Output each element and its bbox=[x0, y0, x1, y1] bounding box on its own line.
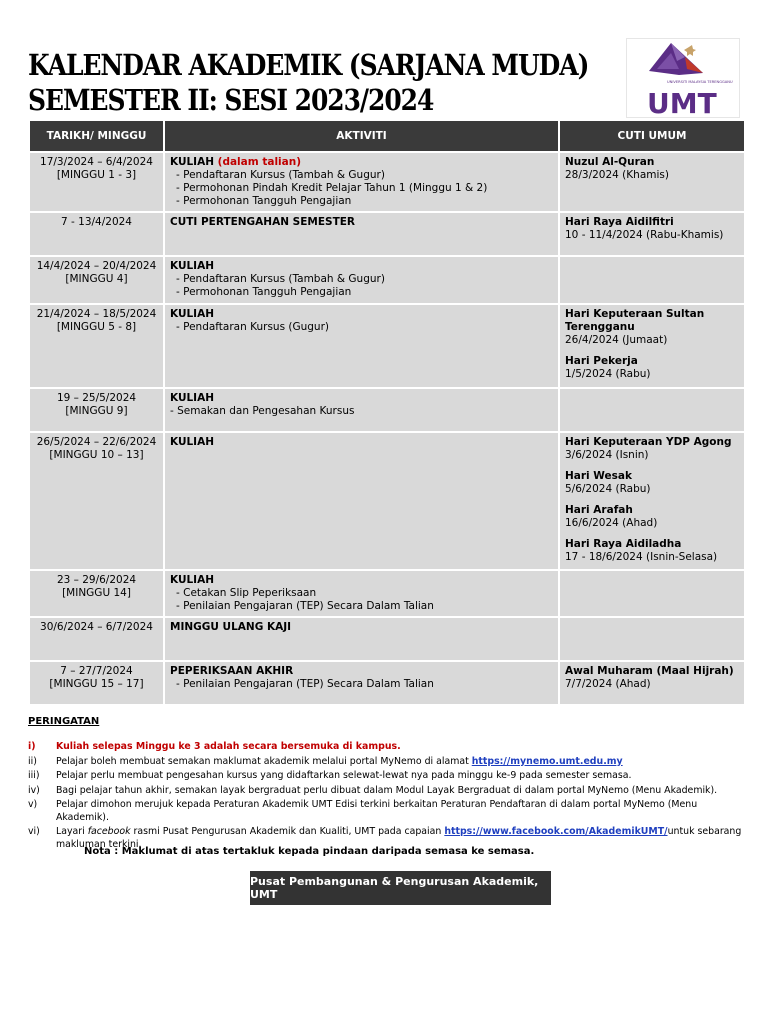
row-holiday-cell bbox=[559, 212, 745, 256]
row-date: 21/4/2024 – 18/5/2024 bbox=[36, 308, 157, 320]
row-activity-cell bbox=[164, 212, 559, 256]
note-number: ii) bbox=[28, 755, 37, 767]
holiday-name: Hari Raya Aidiladha bbox=[565, 538, 682, 550]
umt-logo bbox=[626, 38, 740, 118]
facebook-link[interactable]: https://www.facebook.com/AkademikUMT/ bbox=[444, 826, 668, 837]
activity-title: KULIAH bbox=[170, 392, 214, 404]
row-date: 19 – 25/5/2024 bbox=[56, 392, 137, 404]
row-date-cell bbox=[29, 212, 164, 256]
holiday-date: 1/5/2024 (Rabu) bbox=[565, 368, 651, 380]
holiday-name: Hari Pekerja bbox=[565, 355, 638, 367]
col-header-date: TARIKH/ MINGGU bbox=[29, 120, 164, 152]
row-holiday-cell bbox=[559, 256, 745, 304]
holiday-date: 10 - 11/4/2024 (Rabu-Khamis) bbox=[565, 229, 724, 241]
page-title: KALENDAR AKADEMIK (SARJANA MUDA) bbox=[28, 48, 589, 82]
row-date: 17/3/2024 – 6/4/2024 bbox=[40, 156, 153, 168]
notes-heading: PERINGATAN bbox=[28, 716, 100, 727]
row-holiday-cell bbox=[559, 152, 745, 212]
row-date-cell bbox=[29, 432, 164, 570]
note-number: iii) bbox=[28, 770, 40, 781]
row-activity-cell bbox=[164, 304, 559, 388]
row-holiday-cell bbox=[559, 304, 745, 388]
table-row bbox=[29, 212, 745, 256]
holiday-date: 5/6/2024 (Rabu) bbox=[565, 483, 651, 495]
activity-item: - Permohonan Pindah Kredit Pelajar Tahun 1 (Minggu 1 & 2) bbox=[176, 182, 488, 194]
col-header-activity: AKTIVITI bbox=[164, 120, 559, 152]
holiday-name: Hari Keputeraan YDP Agong bbox=[565, 436, 732, 448]
holiday-date: 26/4/2024 (Jumaat) bbox=[565, 334, 668, 346]
row-date: 23 – 29/6/2024 bbox=[56, 574, 137, 586]
table-row bbox=[29, 388, 745, 432]
note-item bbox=[28, 756, 744, 769]
table-row bbox=[29, 432, 745, 570]
row-week: [MINGGU 15 – 17] bbox=[49, 678, 144, 690]
note-text-italic: facebook bbox=[87, 826, 131, 837]
umt-logo-icon bbox=[627, 39, 741, 119]
row-activity-cell bbox=[164, 661, 559, 705]
table-row bbox=[29, 661, 745, 705]
row-activity-cell bbox=[164, 256, 559, 304]
holiday-date: 3/6/2024 (Isnin) bbox=[565, 449, 649, 461]
note-item bbox=[28, 799, 744, 824]
mynemo-link[interactable]: https://mynemo.umt.edu.my bbox=[471, 755, 623, 767]
table-row bbox=[29, 304, 745, 388]
page-subtitle: SEMESTER II: SESI 2023/2024 bbox=[28, 83, 434, 117]
note-text: Layari bbox=[56, 826, 88, 837]
activity-item: - Cetakan Slip Peperiksaan bbox=[176, 587, 317, 599]
note-text: Bagi pelajar tahun akhir, semakan layak bergraduat perlu dibuat dalam Modul Layak Bergraduat di dalam portal MyNemo (Menu Akademik). bbox=[56, 784, 718, 796]
row-date: 7 - 13/4/2024 bbox=[61, 216, 132, 228]
note-text: rasmi Pusat Pengurusan Akademik dan Kualiti, UMT pada capaian bbox=[130, 826, 445, 837]
note-item bbox=[28, 770, 744, 783]
row-date: 7 – 27/7/2024 bbox=[60, 665, 133, 677]
row-holiday-cell bbox=[559, 570, 745, 617]
row-activity-cell bbox=[164, 152, 559, 212]
activity-title: KULIAH bbox=[170, 260, 214, 272]
row-holiday-cell bbox=[559, 661, 745, 705]
activity-title: KULIAH bbox=[170, 574, 214, 586]
holiday-name: Hari Wesak bbox=[565, 470, 632, 482]
row-date-cell bbox=[29, 256, 164, 304]
note-number: i) bbox=[28, 741, 36, 752]
nota-text: Nota : Maklumat di atas tertakluk kepada pindaan daripada semasa ke semasa. bbox=[84, 846, 535, 857]
calendar-table bbox=[28, 119, 746, 706]
row-activity-cell bbox=[164, 388, 559, 432]
note-text: Kuliah selepas Minggu ke 3 adalah secara bersemuka di kampus. bbox=[56, 741, 401, 752]
row-date-cell bbox=[29, 661, 164, 705]
activity-item: - Permohonan Tangguh Pengajian bbox=[176, 195, 352, 207]
notes-section bbox=[28, 716, 744, 851]
row-holiday-cell bbox=[559, 388, 745, 432]
activity-item: - Permohonan Tangguh Pengajian bbox=[176, 286, 352, 298]
logo-university-text: UNIVERSITI MALAYSIA TERENGGANU bbox=[667, 80, 733, 84]
holiday-date: 16/6/2024 (Ahad) bbox=[565, 517, 658, 529]
activity-item: - Pendaftaran Kursus (Gugur) bbox=[176, 321, 329, 333]
holiday-name: Nuzul Al-Quran bbox=[565, 156, 655, 168]
row-date-cell bbox=[29, 304, 164, 388]
row-week: [MINGGU 5 - 8] bbox=[56, 321, 137, 333]
row-holiday-cell bbox=[559, 617, 745, 661]
holiday-name: Awal Muharam (Maal Hijrah) bbox=[565, 665, 734, 677]
row-week: [MINGGU 14] bbox=[62, 587, 131, 599]
note-number: v) bbox=[28, 799, 38, 810]
note-text: Pelajar boleh membuat semakan maklumat akademik melalui portal MyNemo di alamat bbox=[56, 755, 472, 767]
row-date-cell bbox=[29, 388, 164, 432]
row-date: 26/5/2024 – 22/6/2024 bbox=[36, 436, 157, 448]
row-date-cell bbox=[29, 617, 164, 661]
holiday-date: 7/7/2024 (Ahad) bbox=[565, 678, 651, 690]
activity-title: MINGGU ULANG KAJI bbox=[170, 621, 292, 633]
activity-title: KULIAH bbox=[170, 308, 214, 320]
row-date-cell bbox=[29, 570, 164, 617]
holiday-date: 28/3/2024 (Khamis) bbox=[565, 169, 669, 181]
row-date: 30/6/2024 – 6/7/2024 bbox=[40, 621, 153, 633]
row-week: [MINGGU 1 - 3] bbox=[56, 169, 137, 181]
activity-title: PEPERIKSAAN AKHIR bbox=[170, 665, 294, 677]
row-holiday-cell bbox=[559, 432, 745, 570]
row-date: 14/4/2024 – 20/4/2024 bbox=[36, 260, 157, 272]
note-text: Pelajar dimohon merujuk kepada Peraturan Akademik UMT Edisi terkini berkaitan Peraturan Pendaftaran di dalam portal MyNemo (Menu Akademik). bbox=[56, 799, 698, 823]
activity-item: - Semakan dan Pengesahan Kursus bbox=[170, 405, 355, 417]
holiday-name: Hari Arafah bbox=[565, 504, 633, 516]
row-week: [MINGGU 10 – 13] bbox=[49, 449, 144, 461]
row-activity-cell bbox=[164, 570, 559, 617]
row-activity-cell bbox=[164, 617, 559, 661]
row-week: [MINGGU 9] bbox=[65, 405, 128, 417]
holiday-name: Hari Raya Aidilfitri bbox=[565, 216, 674, 228]
note-item bbox=[28, 785, 744, 798]
activity-item: - Pendaftaran Kursus (Tambah & Gugur) bbox=[176, 169, 385, 181]
holiday-date: 17 - 18/6/2024 (Isnin-Selasa) bbox=[565, 551, 718, 563]
activity-title: KULIAH bbox=[170, 436, 214, 448]
note-number: vi) bbox=[28, 826, 40, 837]
logo-umt-text: UMT bbox=[647, 87, 717, 119]
table-row bbox=[29, 152, 745, 212]
table-row bbox=[29, 570, 745, 617]
activity-note: (dalam talian) bbox=[217, 156, 301, 168]
table-row bbox=[29, 617, 745, 661]
row-activity-cell bbox=[164, 432, 559, 570]
note-text: untuk sebarang bbox=[667, 826, 742, 837]
activity-title: KULIAH bbox=[170, 156, 214, 168]
row-week: [MINGGU 4] bbox=[65, 273, 128, 285]
note-text: Pelajar perlu membuat pengesahan kursus yang didaftarkan selewat-lewat nya pada minggu ke-9 pada semester semasa. bbox=[56, 770, 632, 781]
activity-item: - Pendaftaran Kursus (Tambah & Gugur) bbox=[176, 273, 385, 285]
activity-item: - Penilaian Pengajaran (TEP) Secara Dalam Talian bbox=[176, 678, 434, 690]
note-number: iv) bbox=[28, 784, 40, 796]
holiday-name: Hari Keputeraan Sultan Terengganu bbox=[565, 308, 705, 333]
activity-item: - Penilaian Pengajaran (TEP) Secara Dalam Talian bbox=[176, 600, 434, 612]
note-item bbox=[28, 741, 744, 754]
activity-title: CUTI PERTENGAHAN SEMESTER bbox=[170, 216, 356, 228]
row-date-cell bbox=[29, 152, 164, 212]
footer-banner bbox=[250, 871, 551, 905]
col-header-holiday: CUTI UMUM bbox=[559, 120, 745, 152]
note-text: makluman terkini. bbox=[56, 838, 142, 850]
footer-label: Pusat Pembangunan & Pengurusan Akademik, UMT bbox=[250, 875, 539, 901]
table-row bbox=[29, 256, 745, 304]
